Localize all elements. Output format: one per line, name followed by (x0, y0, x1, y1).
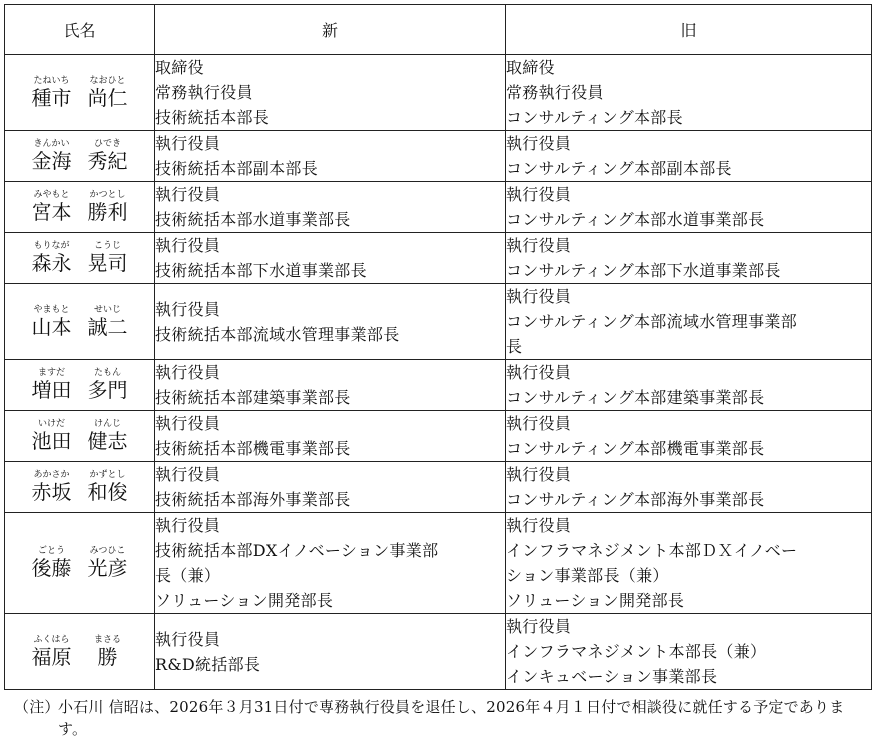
table-row (5, 182, 872, 233)
officer-name (30, 190, 130, 224)
ruby-surname: みやもと (33, 190, 70, 200)
position-line: インキュベーション事業部長 (506, 667, 718, 686)
ruby-surname: やまもと (33, 304, 70, 315)
footnote-text: 小石川 信昭は、2026年３月31日付で専務執行役員を退任し、2026年４月１日付で相談役に就任する予定であります。 (58, 698, 845, 738)
position-line: 執行役員 (155, 414, 221, 433)
given-name: 尚仁 (87, 85, 128, 110)
old-position-cell (506, 55, 872, 131)
name-cell (5, 284, 155, 360)
position-line: 執行役員 (155, 465, 221, 484)
position-line: 技術統括本部長 (155, 108, 270, 127)
name-cell (5, 513, 155, 614)
position-line: コンサルティング本部建築事業部長 (506, 388, 765, 407)
position-line: ソリューション開発部長 (155, 591, 334, 610)
given-name: 勝利 (87, 200, 128, 224)
position-line: 執行役員 (155, 516, 221, 535)
surname: 種市 (31, 85, 72, 110)
ruby-given: ひでき (93, 139, 121, 149)
position-line: ソリューション開発部長 (506, 591, 685, 610)
given-name: 光彦 (87, 556, 128, 580)
ruby-surname: ますだ (37, 368, 65, 378)
table-row (5, 55, 872, 131)
position-line: 執行役員 (155, 363, 221, 382)
ruby-given: まさる (93, 634, 121, 645)
ruby-surname: あかさか (33, 470, 70, 480)
officer-name (30, 635, 130, 669)
position-line: コンサルティング本部海外事業部長 (506, 490, 765, 509)
position-line: コンサルティング本部下水道事業部長 (506, 261, 781, 280)
position-line: 執行役員 (506, 516, 572, 535)
table-row (5, 360, 872, 411)
new-position-cell (155, 131, 506, 182)
officer-name (30, 305, 130, 339)
old-position-cell (506, 513, 872, 614)
name-cell (5, 411, 155, 462)
old-position-cell (506, 411, 872, 462)
surname: 福原 (31, 644, 72, 669)
table-row (5, 462, 872, 513)
table-row (5, 614, 872, 690)
table-row (5, 411, 872, 462)
name-cell (5, 233, 155, 284)
ruby-given: かつとし (89, 190, 126, 200)
ruby-surname: もりなが (33, 241, 70, 251)
position-line: 執行役員 (506, 414, 572, 433)
position-line: 技術統括本部副本部長 (155, 159, 319, 178)
position-line: コンサルティング本部機電事業部長 (506, 439, 765, 458)
new-position-cell (155, 55, 506, 131)
new-position-cell (155, 411, 506, 462)
old-position-cell (506, 131, 872, 182)
position-line: 技術統括本部建築事業部長 (155, 388, 351, 407)
name-cell (5, 614, 155, 690)
ruby-given: けんじ (93, 419, 121, 429)
footnote-marker: （注） (14, 698, 60, 716)
name-cell (5, 360, 155, 411)
name-cell (5, 462, 155, 513)
ruby-given: なおひと (89, 75, 126, 86)
ruby-given: こうじ (93, 241, 121, 251)
ruby-given: せいじ (93, 304, 121, 315)
surname: 池田 (31, 429, 72, 453)
old-position-cell (506, 360, 872, 411)
ruby-given: かずとし (89, 470, 126, 480)
old-position-cell (506, 284, 872, 360)
table-row (5, 284, 872, 360)
officer-change-table (4, 4, 872, 690)
given-name: 晃司 (87, 251, 128, 275)
given-name: 多門 (87, 378, 128, 402)
position-line: インフラマネジメント本部長（兼） (506, 642, 767, 661)
ruby-surname: きんかい (33, 139, 70, 149)
ruby-given: みつひこ (89, 546, 126, 556)
position-line: 長（兼） (155, 566, 221, 585)
given-name: 秀紀 (87, 149, 128, 173)
position-line: 技術統括本部流域水管理事業部長 (155, 324, 400, 344)
position-line: ション事業部長（兼） (506, 566, 669, 585)
position-line: R&D統括部長 (155, 654, 261, 674)
old-position-cell (506, 182, 872, 233)
given-name: 誠二 (87, 314, 128, 339)
name-cell (5, 55, 155, 131)
officer-name (30, 139, 130, 173)
header-name: 氏名 (5, 5, 155, 55)
ruby-surname: ふくはら (33, 634, 70, 645)
surname: 増田 (31, 378, 72, 402)
surname: 宮本 (31, 200, 72, 224)
position-line: 技術統括本部下水道事業部長 (155, 261, 367, 280)
new-position-cell (155, 360, 506, 411)
position-line: 技術統括本部海外事業部長 (155, 490, 351, 509)
position-line: 取締役 (506, 58, 555, 77)
position-line: 技術統括本部水道事業部長 (155, 210, 351, 229)
position-line: 技術統括本部機電事業部長 (155, 439, 351, 458)
position-line: 常務執行役員 (155, 83, 253, 102)
position-line: 取締役 (155, 58, 204, 77)
officer-name (30, 470, 130, 504)
new-position-cell (155, 462, 506, 513)
table-header-row (5, 5, 872, 55)
position-line: 執行役員 (506, 287, 572, 306)
header-old: 旧 (506, 5, 872, 55)
surname: 赤坂 (31, 480, 72, 504)
officer-name (30, 419, 130, 453)
new-position-cell (155, 233, 506, 284)
name-cell (5, 131, 155, 182)
table-row (5, 233, 872, 284)
old-position-cell (506, 614, 872, 690)
position-line: 執行役員 (155, 134, 221, 153)
table-row (5, 513, 872, 614)
ruby-surname: たねいち (33, 75, 70, 86)
position-line: コンサルティング本部流域水管理事業部 (506, 312, 798, 331)
position-line: コンサルティング本部副本部長 (506, 159, 732, 178)
surname: 金海 (31, 149, 72, 173)
position-line: 技術統括本部DXイノベーション事業部 (155, 541, 439, 560)
old-position-cell (506, 233, 872, 284)
officer-name (30, 241, 130, 275)
old-position-cell (506, 462, 872, 513)
position-line: コンサルティング本部水道事業部長 (506, 210, 765, 229)
header-new: 新 (155, 5, 506, 55)
position-line: インフラマネジメント本部ＤＸイノベー (506, 541, 798, 560)
ruby-surname: ごとう (37, 546, 65, 556)
new-position-cell (155, 284, 506, 360)
officer-name (30, 546, 130, 580)
surname: 後藤 (31, 556, 72, 580)
position-line: 執行役員 (506, 236, 572, 255)
position-line: 執行役員 (155, 299, 221, 319)
new-position-cell (155, 513, 506, 614)
table-row (5, 131, 872, 182)
officer-name (30, 368, 130, 402)
new-position-cell (155, 182, 506, 233)
position-line: 執行役員 (155, 185, 221, 204)
surname: 山本 (31, 314, 72, 339)
position-line: 執行役員 (506, 465, 572, 484)
footnote (14, 696, 864, 740)
position-line: 執行役員 (155, 629, 221, 649)
officer-name (30, 76, 130, 110)
given-name: 勝 (97, 644, 118, 669)
name-cell (5, 182, 155, 233)
given-name: 和俊 (87, 480, 128, 504)
position-line: 執行役員 (506, 363, 572, 382)
position-line: コンサルティング本部長 (506, 108, 683, 127)
ruby-given: たもん (93, 368, 121, 378)
table-body (5, 55, 872, 690)
surname: 森永 (31, 251, 72, 275)
position-line: 長 (506, 337, 523, 356)
position-line: 常務執行役員 (506, 83, 604, 102)
position-line: 執行役員 (506, 185, 572, 204)
new-position-cell (155, 614, 506, 690)
position-line: 執行役員 (155, 236, 221, 255)
position-line: 執行役員 (506, 617, 572, 636)
position-line: 執行役員 (506, 134, 572, 153)
given-name: 健志 (87, 429, 128, 453)
ruby-surname: いけだ (37, 419, 65, 429)
